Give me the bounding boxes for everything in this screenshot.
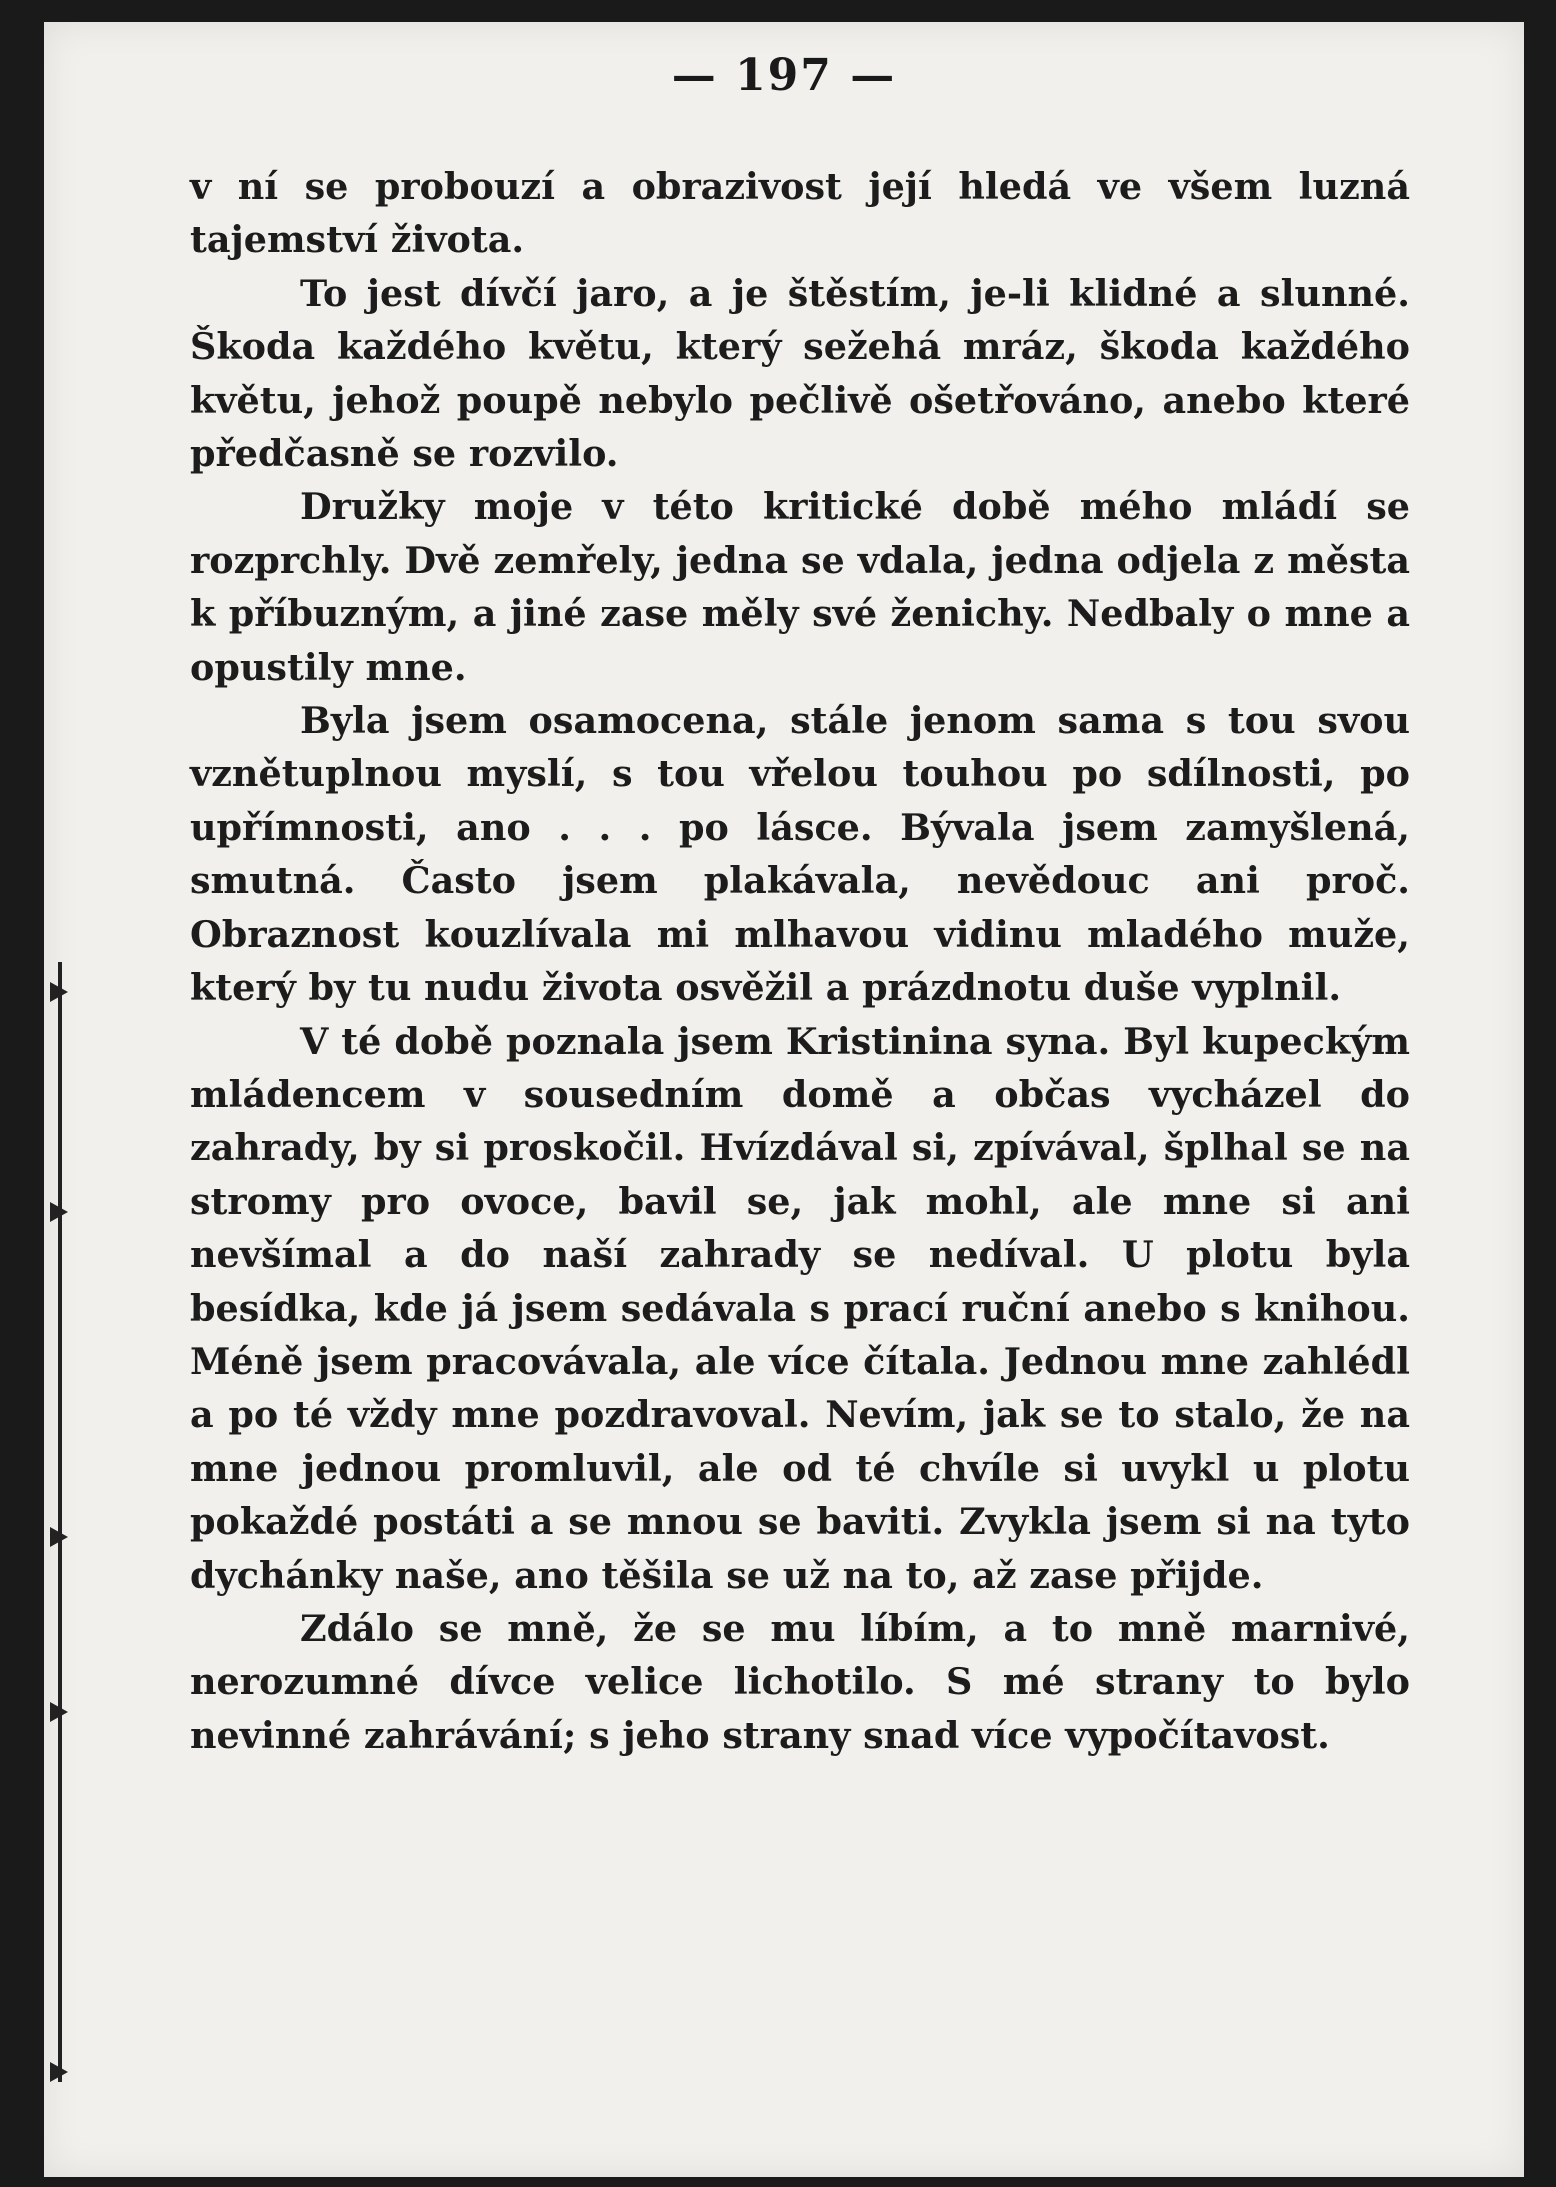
page-number: — 197 — bbox=[671, 50, 897, 101]
paragraph: To jest dívčí jaro, a je štěstím, je-li klidné a slunné. Škoda každého květu, který sežehá mráz, škoda každého květu, jehož poupě nebylo pečlivě ošetřováno, anebo které předčasně se rozvilo. bbox=[190, 271, 1410, 476]
margin-mark bbox=[50, 1202, 68, 1222]
margin-mark bbox=[50, 1527, 68, 1547]
book-page bbox=[44, 22, 1524, 2177]
margin-mark bbox=[50, 1702, 68, 1722]
body-text bbox=[190, 160, 1410, 1762]
paragraph: V té době poznala jsem Kristinina syna. Byl kupeckým mládencem v sousedním domě a občas vycházel do zahrady, by si proskočil. Hvízdával si, zpívával, šplhal se na stromy pro ovoce, bavil se, jak mohl, ale mne si ani nevšímal a do naší zahrady se nedíval. U plotu byla besídka, kde já jsem sedávala s prací ruční anebo s knihou. Méně jsem pracovávala, ale více čítala. Jednou mne zahlédl a po té vždy mne pozdravoval. Nevím, jak se to stalo, že na mne jednou promluvil, ale od té chvíle si uvykl u plotu pokaždé postáti a se mnou se baviti. Zvykla jsem si na tyto dychánky naše, ano těšila se už na to, až zase přijde. bbox=[190, 1019, 1410, 1597]
binding-margin-line bbox=[58, 962, 62, 2082]
paragraph: Byla jsem osamocena, stále jenom sama s tou svou vznětuplnou myslí, s tou vřelou touhou po sdílnosti, po upřímnosti, ano . . . po lásce. Bývala jsem zamyšlená, smutná. Často jsem plakávala, nevědouc ani proč. Obraznost kouzlívala mi mlhavou vidinu mladého muže, který by tu nudu života osvěžil a prázdnotu duše vyplnil. bbox=[190, 699, 1410, 1010]
paragraph: Družky moje v této kritické době mého mládí se rozprchly. Dvě zemřely, jedna se vdala, jedna odjela z města k příbuzným, a jiné zase měly své ženichy. Nedbaly o mne a opustily mne. bbox=[190, 485, 1410, 689]
margin-mark bbox=[50, 2062, 68, 2082]
paragraph: Zdálo se mně, že se mu líbím, a to mně marnivé, nerozumné dívce velice lichotilo. S mé strany to bylo nevinné zahrávání; s jeho strany snad více vypočítavost. bbox=[190, 1606, 1410, 1757]
margin-mark bbox=[50, 982, 68, 1002]
paragraph: v ní se probouzí a obrazivost její hledá ve všem luzná tajemství života. bbox=[190, 165, 1410, 262]
